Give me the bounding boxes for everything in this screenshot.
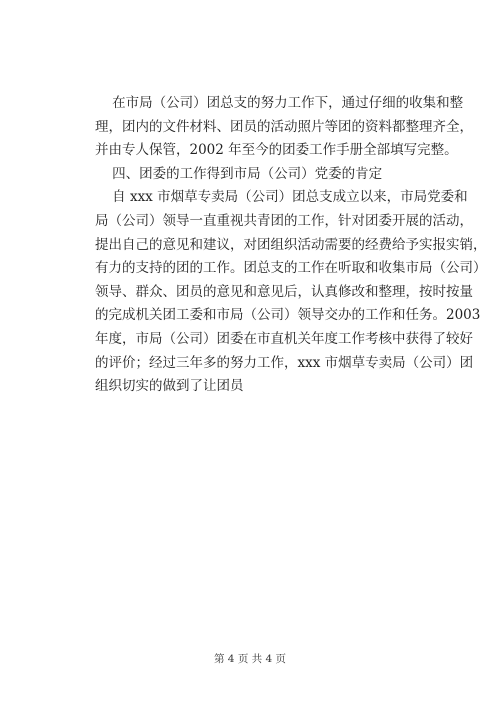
text-line: 提出自己的意见和建议，对团组织活动需要的经费给予实报实销， [95,236,487,253]
text-line: 领导、群众、团员的意见和意见后，认真修改和整理，按时按量 [95,283,473,300]
paragraph-archive-management [95,92,473,163]
document-body [95,92,487,399]
text-line: 的完成机关团工委和市局（公司）领导交办的工作和任务。2003 [95,307,481,324]
text-line: 组织切实的做到了让团员 [95,378,244,395]
text-line: 有力的支持的团的工作。团总支的工作在听取和收集市局（公司） [95,260,487,277]
text-line: 的评价；经过三年多的努力工作，xxx 市烟草专卖局（公司）团 [95,354,474,371]
page-number-footer: 第 4 页 共 4 页 [213,653,287,665]
heading-line: 四、团委的工作得到市局（公司）党委的肯定 [95,165,383,182]
text-line: 在市局（公司）团总支的努力工作下，通过仔细的收集和整 [95,95,464,111]
text-line: 理，团内的文件材料、团员的活动照片等团的资料都整理齐全， [95,118,473,135]
paragraph-party-committee-support [95,186,487,398]
text-line: 局（公司）领导一直重视共青团的工作，针对团委开展的活动， [95,212,473,229]
text-line: 并由专人保管，2002 年至今的团委工作手册全部填写完整。 [95,142,458,159]
text-line: 年度，市局（公司）团委在市直机关年度工作考核中获得了较好 [95,330,473,347]
text-line: 自 xxx 市烟草专卖局（公司）团总支成立以来，市局党委和 [95,189,468,206]
section-heading [95,163,455,187]
